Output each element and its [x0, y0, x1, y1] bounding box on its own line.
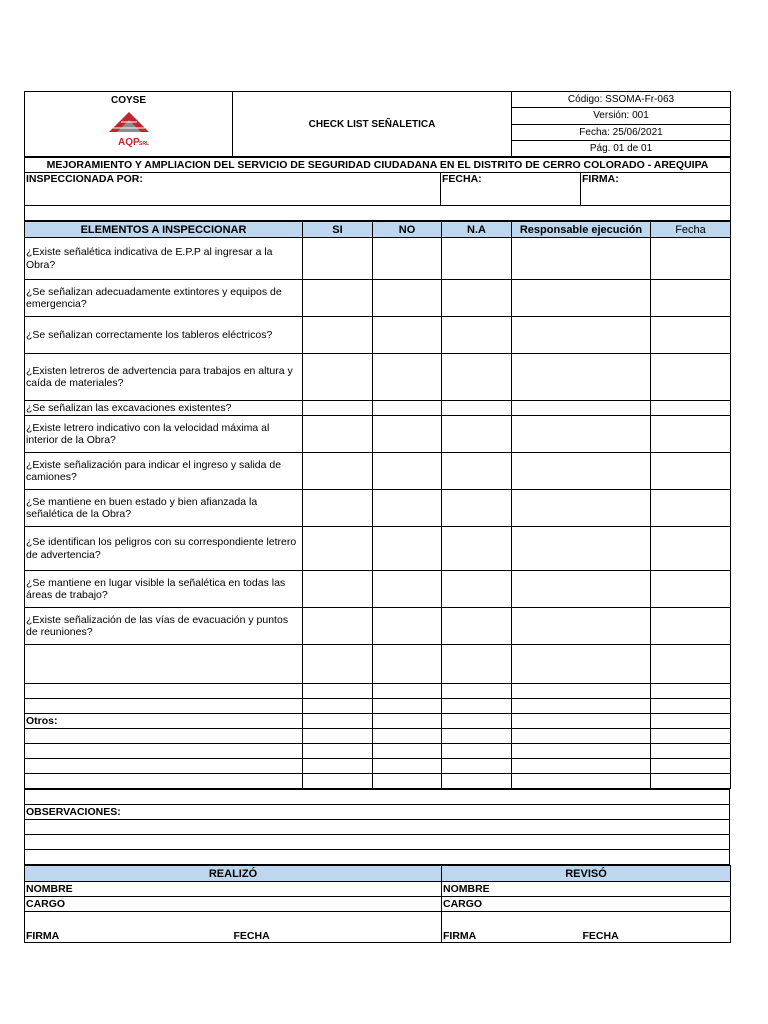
date-cell[interactable]	[651, 645, 731, 684]
checklist-row	[25, 354, 731, 401]
blank-row	[25, 699, 731, 714]
reviewed-by-name-field[interactable]: NOMBRE	[442, 882, 731, 897]
no-cell[interactable]	[373, 714, 442, 729]
si-cell[interactable]	[303, 490, 373, 527]
made-by-signature-field[interactable]: FIRMA	[25, 912, 233, 943]
checklist-row	[25, 238, 731, 280]
observations-table	[24, 789, 730, 865]
no-cell[interactable]	[373, 608, 442, 645]
question-text: ¿Se señalizan adecuadamente extintores y equipos de emergencia?	[25, 280, 303, 317]
si-cell[interactable]	[303, 527, 373, 571]
element-cell[interactable]	[25, 684, 303, 699]
brand-text: AQP	[117, 137, 140, 148]
responsible-cell[interactable]	[512, 453, 651, 490]
na-cell[interactable]	[442, 317, 512, 354]
na-cell[interactable]	[442, 416, 512, 453]
observations-line[interactable]	[25, 820, 730, 835]
checklist-row	[25, 416, 731, 453]
no-cell[interactable]	[373, 416, 442, 453]
checklist-row	[25, 453, 731, 490]
inspection-signature-field[interactable]: FIRMA:	[581, 173, 731, 206]
date-cell[interactable]	[651, 416, 731, 453]
responsible-cell[interactable]	[512, 416, 651, 453]
checklist-row	[25, 527, 731, 571]
responsible-cell[interactable]	[512, 317, 651, 354]
si-cell[interactable]	[303, 453, 373, 490]
checklist-table	[24, 221, 731, 789]
responsible-cell[interactable]	[512, 238, 651, 280]
date-cell[interactable]	[651, 744, 731, 759]
no-cell[interactable]	[373, 645, 442, 684]
si-cell[interactable]	[303, 759, 373, 774]
made-by-position-field[interactable]: CARGO	[25, 897, 442, 912]
na-cell[interactable]	[442, 684, 512, 699]
company-name: COYSE	[110, 95, 146, 106]
na-cell[interactable]	[442, 714, 512, 729]
responsible-cell[interactable]	[512, 684, 651, 699]
responsible-cell[interactable]	[512, 280, 651, 317]
project-table	[24, 157, 731, 221]
checklist-row	[25, 280, 731, 317]
reviewed-by-date-field[interactable]: FECHA	[582, 912, 731, 943]
na-cell[interactable]	[442, 699, 512, 714]
no-cell[interactable]	[373, 571, 442, 608]
element-cell[interactable]	[25, 759, 303, 774]
na-cell[interactable]	[442, 280, 512, 317]
si-cell[interactable]	[303, 238, 373, 280]
date-cell[interactable]	[651, 571, 731, 608]
si-cell[interactable]	[303, 354, 373, 401]
date-cell[interactable]	[651, 317, 731, 354]
made-by-date-field[interactable]: FECHA	[233, 912, 442, 943]
reviewed-by-position-field[interactable]: CARGO	[442, 897, 731, 912]
made-by-header: REALIZÓ	[25, 866, 442, 882]
doc-date: Fecha: 25/06/2021	[512, 124, 731, 140]
col-elements: ELEMENTOS A INSPECCIONAR	[25, 222, 303, 238]
date-cell[interactable]	[651, 729, 731, 744]
doc-code: Código: SSOMA-Fr-063	[512, 92, 731, 108]
responsible-cell[interactable]	[512, 490, 651, 527]
blank-row	[25, 729, 731, 744]
element-cell[interactable]	[25, 729, 303, 744]
no-cell[interactable]	[373, 238, 442, 280]
no-cell[interactable]	[373, 354, 442, 401]
na-cell[interactable]	[442, 527, 512, 571]
na-cell[interactable]	[442, 401, 512, 416]
na-cell[interactable]	[442, 774, 512, 789]
na-cell[interactable]	[442, 645, 512, 684]
checklist-row	[25, 571, 731, 608]
na-cell[interactable]	[442, 354, 512, 401]
blank-row	[25, 774, 731, 789]
col-date: Fecha	[651, 222, 731, 238]
date-cell[interactable]	[651, 759, 731, 774]
si-cell[interactable]	[303, 401, 373, 416]
date-cell[interactable]	[651, 608, 731, 645]
element-cell[interactable]	[25, 645, 303, 684]
responsible-cell[interactable]	[512, 608, 651, 645]
question-text: ¿Existen letreros de advertencia para trabajos en altura y caída de materiales?	[25, 354, 303, 401]
na-cell[interactable]	[442, 744, 512, 759]
checklist-row	[25, 490, 731, 527]
spacer-row	[25, 790, 730, 805]
others-label: Otros:	[25, 714, 303, 729]
na-cell[interactable]	[442, 729, 512, 744]
si-cell[interactable]	[303, 645, 373, 684]
no-cell[interactable]	[373, 453, 442, 490]
observations-line[interactable]	[25, 835, 730, 850]
question-text: ¿Existe señalización para indicar el ingreso y salida de camiones?	[25, 453, 303, 490]
date-cell[interactable]	[651, 699, 731, 714]
responsible-cell[interactable]	[512, 645, 651, 684]
si-cell[interactable]	[303, 571, 373, 608]
si-cell[interactable]	[303, 684, 373, 699]
others-row	[25, 714, 731, 729]
date-cell[interactable]	[651, 490, 731, 527]
brand-suffix-text: SRL	[138, 141, 149, 147]
si-cell[interactable]	[303, 744, 373, 759]
date-cell[interactable]	[651, 453, 731, 490]
date-cell[interactable]	[651, 354, 731, 401]
date-cell[interactable]	[651, 401, 731, 416]
inspection-date-field[interactable]: FECHA:	[441, 173, 581, 206]
si-cell[interactable]	[303, 317, 373, 354]
blank-row	[25, 759, 731, 774]
blank-row	[25, 744, 731, 759]
column-header-row	[25, 222, 731, 238]
col-si: SI	[303, 222, 373, 238]
logo-cell	[25, 92, 233, 157]
date-cell[interactable]	[651, 714, 731, 729]
responsible-cell[interactable]	[512, 729, 651, 744]
si-cell[interactable]	[303, 714, 373, 729]
na-cell[interactable]	[442, 571, 512, 608]
no-cell[interactable]	[373, 729, 442, 744]
blank-row	[25, 645, 731, 684]
date-cell[interactable]	[651, 774, 731, 789]
si-cell[interactable]	[303, 699, 373, 714]
element-cell[interactable]	[25, 744, 303, 759]
no-cell[interactable]	[373, 490, 442, 527]
checklist-row	[25, 608, 731, 645]
element-cell[interactable]	[25, 774, 303, 789]
responsible-cell[interactable]	[512, 774, 651, 789]
no-cell[interactable]	[373, 401, 442, 416]
responsible-cell[interactable]	[512, 401, 651, 416]
na-cell[interactable]	[442, 759, 512, 774]
no-cell[interactable]	[373, 744, 442, 759]
question-text: ¿Se señalizan las excavaciones existentes?	[25, 401, 303, 416]
responsible-cell[interactable]	[512, 354, 651, 401]
no-cell[interactable]	[373, 527, 442, 571]
responsible-cell[interactable]	[512, 744, 651, 759]
spacer-row	[25, 850, 730, 865]
col-no: NO	[373, 222, 442, 238]
made-by-name-field[interactable]: NOMBRE	[25, 882, 442, 897]
doc-page: Pág. 01 de 01	[512, 140, 731, 156]
responsible-cell[interactable]	[512, 571, 651, 608]
responsible-cell[interactable]	[512, 714, 651, 729]
no-cell[interactable]	[373, 699, 442, 714]
question-text: ¿Existe señalización de las vías de evacuación y puntos de reuniones?	[25, 608, 303, 645]
question-text: ¿Se identifican los peligros con su correspondiente letrero de advertencia?	[25, 527, 303, 571]
header-table	[24, 91, 731, 157]
si-cell[interactable]	[303, 729, 373, 744]
observations-label: OBSERVACIONES:	[25, 805, 730, 820]
si-cell[interactable]	[303, 416, 373, 453]
checklist-row	[25, 401, 731, 416]
question-text: ¿Existe señalética indicativa de E.P.P al ingresar a la Obra?	[25, 238, 303, 280]
col-responsible: Responsable ejecución	[512, 222, 651, 238]
project-title: MEJORAMIENTO Y AMPLIACION DEL SERVICIO DE SEGURIDAD CIUDADANA EN EL DISTRITO DE CERRO COLORADO - AREQUIPA	[25, 158, 731, 173]
na-cell[interactable]	[442, 453, 512, 490]
date-cell[interactable]	[651, 527, 731, 571]
reviewed-by-header: REVISÓ	[442, 866, 731, 882]
aqp-logo-icon	[99, 106, 159, 150]
na-cell[interactable]	[442, 490, 512, 527]
element-cell[interactable]	[25, 699, 303, 714]
blank-row	[25, 684, 731, 699]
document-title: CHECK LIST SEÑALETICA	[233, 92, 512, 157]
responsible-cell[interactable]	[512, 527, 651, 571]
date-cell[interactable]	[651, 684, 731, 699]
responsible-cell[interactable]	[512, 759, 651, 774]
question-text: ¿Se mantiene en lugar visible la señalética en todas las áreas de trabajo?	[25, 571, 303, 608]
responsible-cell[interactable]	[512, 699, 651, 714]
no-cell[interactable]	[373, 759, 442, 774]
date-cell[interactable]	[651, 238, 731, 280]
na-cell[interactable]	[442, 608, 512, 645]
na-cell[interactable]	[442, 238, 512, 280]
no-cell[interactable]	[373, 317, 442, 354]
si-cell[interactable]	[303, 774, 373, 789]
question-text: ¿Se señalizan correctamente los tableros eléctricos?	[25, 317, 303, 354]
doc-version: Versión: 001	[512, 108, 731, 124]
spacer-row	[25, 206, 731, 221]
question-text: ¿Existe letrero indicativo con la velocidad máxima al interior de la Obra?	[25, 416, 303, 453]
date-cell[interactable]	[651, 280, 731, 317]
reviewed-by-signature-field[interactable]: FIRMA	[442, 912, 582, 943]
col-na: N.A	[442, 222, 512, 238]
si-cell[interactable]	[303, 280, 373, 317]
checklist-sheet	[24, 91, 730, 943]
inspected-by-field[interactable]: INSPECCIONADA POR:	[25, 173, 441, 206]
checklist-row	[25, 317, 731, 354]
no-cell[interactable]	[373, 684, 442, 699]
question-text: ¿Se mantiene en buen estado y bien afianzada la señalética de la Obra?	[25, 490, 303, 527]
no-cell[interactable]	[373, 774, 442, 789]
signature-table	[24, 865, 731, 943]
no-cell[interactable]	[373, 280, 442, 317]
si-cell[interactable]	[303, 608, 373, 645]
